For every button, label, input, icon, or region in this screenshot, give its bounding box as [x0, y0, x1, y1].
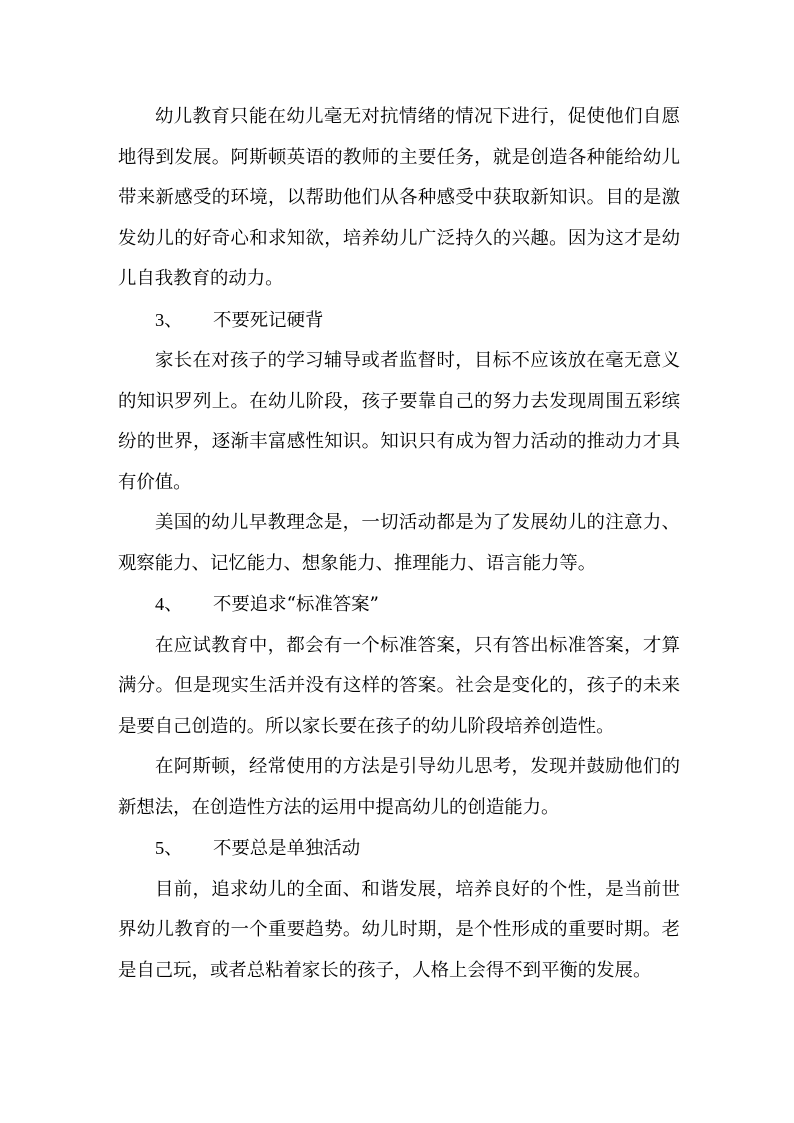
paragraph-social-development: 目前，追求幼儿的全面、和谐发展，培养良好的个性，是当前世界幼儿教育的一个重要趋势。幼儿时期，是个性形成的重要时期。老是自己玩，或者总粘着家长的孩子，人格上会得不到平衡的发展。	[118, 878, 680, 981]
section-number: 5、	[155, 838, 183, 858]
paragraph-rote-learning: 家长在对孩子的学习辅导或者监督时，目标不应该放在毫无意义的知识罗列上。在幼儿阶段，孩子要靠自己的努力去发现周围五彩缤纷的世界，逐渐丰富感性知识。知识只有成为智力活动的推动力才具有价值。	[118, 350, 680, 493]
section-title: 不要总是单独活动	[213, 838, 361, 859]
section-number: 3、	[155, 309, 183, 330]
section-title: 不要追求“标准答案”	[213, 594, 379, 615]
paragraph-us-early-education: 美国的幼儿早教理念是，一切活动都是为了发展幼儿的注意力、观察能力、记忆能力、想象能力、推理能力、语言能力等。	[118, 512, 680, 574]
paragraph-aston-method: 在阿斯顿，经常使用的方法是引导幼儿思考，发现并鼓励他们的新想法，在创造性方法的运用中提高幼儿的创造能力。	[118, 756, 680, 818]
section-heading-5	[118, 828, 680, 870]
document-body	[118, 97, 680, 991]
paragraph-standard-answer: 在应试教育中，都会有一个标准答案，只有答出标准答案，才算满分。但是现实生活并没有这样的答案。社会是变化的，孩子的未来是要自己创造的。所以家长要在孩子的幼儿阶段培养创造性。	[118, 634, 680, 737]
section-heading-3	[118, 300, 680, 342]
section-heading-4	[118, 584, 680, 626]
section-number: 4、	[155, 594, 183, 614]
section-title: 不要死记硬背	[213, 309, 324, 331]
paragraph-intro: 幼儿教育只能在幼儿毫无对抗情绪的情况下进行，促使他们自愿地得到发展。阿斯顿英语的教师的主要任务，就是创造各种能给幼儿带来新感受的环境，以帮助他们从各种感受中获取新知识。目的是激发幼儿的好奇心和求知欲，培养幼儿广泛持久的兴趣。因为这才是幼儿自我教育的动力。	[118, 106, 680, 289]
